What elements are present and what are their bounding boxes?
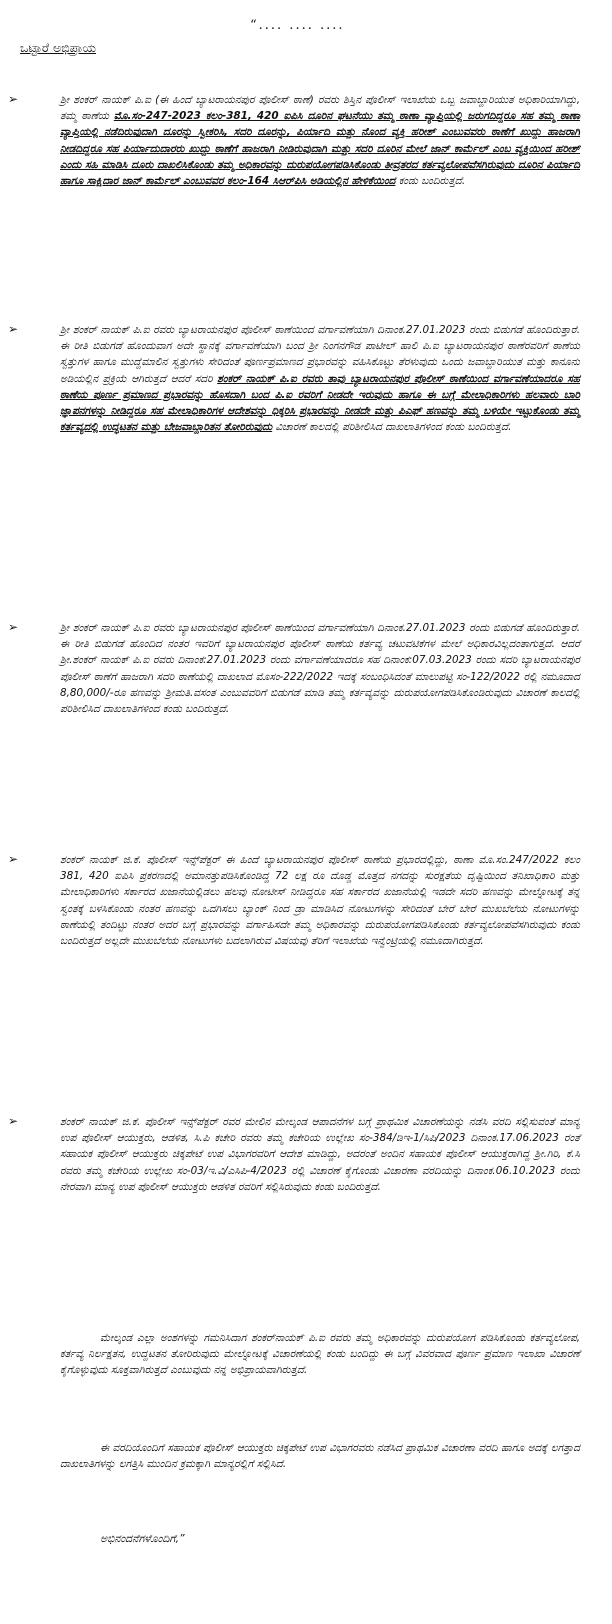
section-heading: ಒಟ್ಟಾರೆ ಅಭಿಪ್ರಾಯ <box>20 40 96 55</box>
bullet-arrow-icon: ➢ <box>8 852 19 866</box>
bullet-arrow-icon: ➢ <box>8 1114 19 1128</box>
paragraph-2-text-a: ಶ್ರೀ ಶಂಕರ್ ನಾಯಕ್ ಪಿ.ಐ ರವರು ಬ್ಯಾಟರಾಯನಪುರ ಪೊಲೀಸ್ ಠಾಣೆಯಿಂದ ವರ್ಗಾವಣೆಯಾಗಿ ದಿನಾಂಕ.27.01.2023 ರಂದು ಬಿಡುಗಡೆ ಹೊಂದಿರುತ್ತಾರೆ. ಈ ರೀತಿ ಬಿಡುಗಡೆ ಹೊಂದುವಾಗ ಅದೇ ಸ್ಥಾನಕ್ಕೆ ವರ್ಗಾವಣೆಯಾಗಿ ಬಂದ ಶ್ರೀ ನಿಂಗನಗೌಡ ಪಾಟೀಲ್ ಹಾಲಿ ಪಿ.ಐ ಬ್ಯಾಟರಾಯನಪುರ ಠಾಣೆರವರಿಗೆ ಠಾಣೆಯ ಸ್ವತ್ತುಗಳ ಹಾಗೂ ಮುದ್ದೆಮಾಲಿನ ಸ್ವತ್ತುಗಳು ಸೇರಿದಂತೆ ಪೂರ್ಣಪ್ರಮಾಣದ ಪ್ರಭಾರವನ್ನು ವಹಿಸಿಕೊಟ್ಟು ತೆರಳುವುದು ಒಂದು ಜವಾಬ್ದಾರಿಯುತ ಮತ್ತು ಕಾನೂನು ಅಡಿಯಲ್ಲಿನ ಪ್ರಕ್ರಿಯೆ ಆಗಿರುತ್ತದೆ ಆದರೆ ಸದರಿ <box>60 324 580 385</box>
paragraph-2 <box>60 322 580 435</box>
bullet-arrow-icon: ➢ <box>8 92 19 106</box>
paragraph-1-bold: ಮೊ.ಸಂ-247-2023 ಕಲಂ-381, 420 ಐಪಿಸಿ ದೂರಿನ ಘಟನೆಯು ತಮ್ಮ ಠಾಣಾ ವ್ಯಾಪ್ತಿಯಲ್ಲಿ ಜರುಗದಿದ್ದರೂ ಸಹ ತಮ್ಮ ಠಾಣಾ ವ್ಯಾಪ್ತಿಯಲ್ಲಿ ನಡೆದಿರುವುದಾಗಿ ದೂರನ್ನು ಸ್ವೀಕರಿಸಿ, ಸದರಿ ದೂರನ್ನು, ಪಿರ್ಯಾದಿ ಮತ್ತು ನೊಂದ ವ್ಯಕ್ತಿ ಹರೀಶ್ ಎಂಬುವವರು ಠಾಣೆಗೆ ಖುದ್ದು ಹಾಜರಾಗಿ ನೀಡದಿದ್ದರೂ ಸಹ ಪಿರ್ಯಾದುದಾರರು ಖುದ್ದು ಠಾಣೆಗೆ ಹಾಜರಾಗಿ ನೀಡಿರುವುದಾಗಿ ಮತ್ತು ಸದರಿ ದೂರಿನ ಮೇಲೆ ಜಾನ್ ಕಾರ್ಮೆಲ್ ಎಂಬ ವ್ಯಕ್ತಿಯಿಂದ ಹರೀಶ್ ಎಂದು ಸಹಿ ಮಾಡಿಸಿ ದೂರು ದಾಖಲಿಸಿಕೊಂಡು ತಮ್ಮ ಅಧಿಕಾರವನ್ನು ದುರುಪಯೋಗಪಡಿಸಿಕೊಂಡು ತೀವ್ರತರದ ಕರ್ತವ್ಯಲೋಪವೆಸಗಿರುವುದು ದೂರಿನ ಪಿರ್ಯಾದಿ ಹಾಗೂ ಸಾಕ್ಷಿದಾರ ಜಾನ್ ಕಾರ್ಮೆಲ್ ಎಂಬುವವರ ಕಲಂ-164 ಸಿಆರ್‌ಪಿಸಿ ಅಡಿಯಲ್ಲಿನ ಹೇಳಿಕೆಯಿಂದ <box>60 110 580 188</box>
paragraph-1-text-b: ಕಂಡು ಬಂದಿರುತ್ತದೆ. <box>395 175 466 188</box>
paragraph-1-text-a: ಶ್ರೀ ಶಂಕರ್ ನಾಯಕ್ ಪಿ.ಐ (ಈ ಹಿಂದೆ ಬ್ಯಾಟರಾಯನಪುರ ಪೊಲೀಸ್ ಠಾಣೆ) ರವರು ಶಿಸ್ತಿನ ಪೊಲೀಸ್ ಇಲಾಖೆಯ ಒಬ್ಬ ಜವಾಬ್ದಾರಿಯುತ ಅಧಿಕಾರಿಯಾಗಿದ್ದು, ತಮ್ಮ ಠಾಣೆಯ <box>60 94 580 123</box>
bullet-arrow-icon: ➢ <box>8 620 19 634</box>
paragraph-3 <box>60 620 580 717</box>
paragraph-4 <box>60 852 580 949</box>
paragraph-3-text: ಶ್ರೀ ಶಂಕರ್ ನಾಯಕ್ ಪಿ.ಐ ರವರು ಬ್ಯಾಟರಾಯನಪುರ ಪೊಲೀಸ್ ಠಾಣೆಯಿಂದ ವರ್ಗಾವಣೆಯಾಗಿ ದಿನಾಂಕ.27.01.2023 ರಂದು ಬಿಡುಗಡೆ ಹೊಂದಿರುತ್ತಾರೆ. ಈ ರೀತಿ ಬಿಡುಗಡೆ ಹೊಂದಿದ ನಂತರ ಇವರಿಗೆ ಬ್ಯಾಟರಾಯನಪುರ ಪೊಲೀಸ್ ಠಾಣೆಯ ಕರ್ತವ್ಯ ಚಟುವಟಿಕೆಗಳ ಮೇಲೆ ಅಧಿಕಾರವಿಲ್ಲದಂತಾಗುತ್ತದೆ. ಆದರೆ ಶ್ರೀ.ಶಂಕರ್ ನಾಯಕ್ ಪಿ.ಐ ರವರು ದಿನಾಂಕ:27.01.2023 ರಂದು ವರ್ಗಾವಣೆಯಾದರೂ ಸಹ ದಿನಾಂಕ:07.03.2023 ರಂದು ಸದರಿ ಬ್ಯಾಟರಾಯನಪುರ ಪೊಲೀಸ್ ಠಾಣೆಗೆ ಹಾಜರಾಗಿ ಸದರಿ ಠಾಣೆಯಲ್ಲಿ ದಾಖಲಾದ ಮೊಸಂ-222/2022 ಇದಕ್ಕೆ ಸಂಬಂಧಿಸಿದಂತೆ ಮಾಲುಪಟ್ಟಿ ಸಂ-122/2022 ರಲ್ಲಿ ನಮೂದಾದ 8,80,000/-ರೂ ಹಣವನ್ನು ಶ್ರೀಮತಿ.ವಸಂತ ಎಂಬುವವರಿಗೆ ಬಿಡುಗಡೆ ಮಾಡಿ ತಮ್ಮ ಕರ್ತವ್ಯವನ್ನು ದುರುಪಯೋಗಪಡಿಸಿಕೊಂಡಿರುವುದು ವಿಚಾರಣೆ ಕಾಲದಲ್ಲಿ ಪರಿಶೀಲಿಸಿದ ದಾಖಲಾತಿಗಳಿಂದ ಕಂಡು ಬಂದಿರುತ್ತದೆ. <box>60 622 580 716</box>
conclusion-paragraph: ಮೇಲ್ಕಂಡ ಎಲ್ಲಾ ಅಂಶಗಳನ್ನು ಗಮನಿಸಿದಾಗ ಶಂಕರ್‌ನಾಯಕ್ ಪಿ.ಐ ರವರು ತಮ್ಮ ಅಧಿಕಾರವನ್ನು ದುರುಪಯೋಗ ಪಡಿಸಿಕೊಂಡು ಕರ್ತವ್ಯಲೋಪ, ಕರ್ತವ್ಯ ನಿರ್ಲಕ್ಷತನ, ಉದ್ದಟತನ ತೋರಿರುವುದು ಮೇಲ್ನೋಟಕ್ಕೆ ವಿಚಾರಣೆಯಲ್ಲಿ ಕಂಡು ಬಂದಿದ್ದು ಈ ಬಗ್ಗೆ ವಿವರವಾದ ಪೂರ್ಣ ಪ್ರಮಾಣ ಇಲಾಖಾ ವಿಚಾರಣೆ ಕೈಗೊಳ್ಳುವುದು ಸೂಕ್ತವಾಗಿರುತ್ತದೆ ಎಂಬುವುದು ನನ್ನ ಅಭಿಪ್ರಾಯವಾಗಿರುತ್ತದೆ. <box>60 1332 580 1377</box>
bullet-arrow-icon: ➢ <box>8 322 19 336</box>
enclosure-paragraph: ಈ ವರದಿಯೊಂದಿಗೆ ಸಹಾಯಕ ಪೊಲೀಸ್ ಆಯುಕ್ತರು ಚಿಕ್ಕಪೇಟೆ ಉಪ ವಿಭಾಗರವರು ನಡೆಸಿದ ಪ್ರಾಥಮಿಕ ವಿಚಾರಣಾ ವರದಿ ಹಾಗೂ ಅದಕ್ಕೆ ಲಗತ್ತಾದ ದಾಖಲಾತಿಗಳನ್ನು ಲಗತ್ತಿಸಿ ಮುಂದಿನ ಕ್ರಮಕ್ಕಾಗಿ ಮಾನ್ಯರಲ್ಲಿಗೆ ಸಲ್ಲಿಸಿದೆ. <box>60 1442 580 1471</box>
opening-quote: “.... .... .... <box>250 18 345 33</box>
paragraph-1 <box>60 92 580 189</box>
paragraph-2-bold: ಶಂಕರ್ ನಾಯಕ್ ಪಿ.ಐ ರವರು ತಾವು ಬ್ಯಾಟರಾಯನಪುರ ಪೊಲೀಸ್ ಠಾಣೆಯಿಂದ ವರ್ಗಾವಣೆಯಾದರೂ ಸಹ ಠಾಣೆಯ ಪೂರ್ಣ ಪ್ರಮಾಣದ ಪ್ರಭಾರವನ್ನು ಹೊಸದಾಗಿ ಬಂದ ಪಿ.ಐ ರವರಿಗೆ ನೀಡದೇ ಇರುವುದು ಹಾಗೂ ಈ ಬಗ್ಗೆ ಮೇಲಾಧಿಕಾರಿಗಳು ಹಲವಾರು ಬಾರಿ ಜ್ಞಾಪನಗಳನ್ನು ನೀಡಿದ್ದರೂ ಸಹ ಮೇಲಾಧಿಕಾರಿಗಳ ಆದೇಶವನ್ನು ಧಿಕ್ಕರಿಸಿ ಪ್ರಭಾರವನ್ನು ನೀಡದೇ ಮತ್ತು ಪಿಎಫ್ ಹಣವನ್ನು ತಮ್ಮ ಬಳಿಯೇ ಇಟ್ಟುಕೊಂಡು ತಮ್ಮ ಕರ್ತವ್ಯದಲ್ಲಿ ಉದ್ಧಟತನ ಮತ್ತು ಬೇಜವಾಬ್ದಾರಿತನ ತೋರಿರುವುದು <box>60 372 580 434</box>
paragraph-5 <box>60 1114 580 1195</box>
paragraph-5-text: ಶಂಕರ್ ನಾಯಕ್ ಜಿ.ಕೆ. ಪೊಲೀಸ್ ಇನ್ಸ್‌ಪೆಕ್ಟರ್ ರವರ ಮೇಲಿನ ಮೇಲ್ಕಂಡ ಆಪಾದನೆಗಳ ಬಗ್ಗೆ ಪ್ರಾಥಮಿಕ ವಿಚಾರಣೆಯನ್ನು ನಡೆಸಿ ವರದಿ ಸಲ್ಲಿಸುವಂತೆ ಮಾನ್ಯ ಉಪ ಪೊಲೀಸ್ ಆಯುಕ್ತರು, ಆಡಳಿತ, ಸಿ.ಪಿ ಕಚೇರಿ ರವರು ತಮ್ಮ ಕಚೇರಿಯ ಉಲ್ಲೇಖ ಸಂ-384/ಡಿಇ-1/ಸಿಪಿ/2023 ದಿನಾಂಕ.17.06.2023 ರಂತೆ ಸಹಾಯಕ ಪೊಲೀಸ್ ಆಯುಕ್ತರು ಚಿಕ್ಕಪೇಟೆ ಉಪ ವಿಭಾಗರವರಿಗೆ ಆದೇಶ ಮಾಡಿದ್ದು, ಅದರಂತೆ ಅಂದಿನ ಸಹಾಯಕ ಪೊಲೀಸ್ ಆಯುಕ್ತರಾಗಿದ್ದ ಶ್ರೀ.ಗಿರಿ, ಕೆ.ಸಿ ರವರು ತಮ್ಮ ಕಚೇರಿಯ ಉಲ್ಲೇಖ ಸಂ-03/ಇ.ವಿ/ಎಸಿಪಿ-4/2023 ರಲ್ಲಿ ವಿಚಾರಣೆ ಕೈಗೊಂಡು ವಿಚಾರಣಾ ವರದಿಯನ್ನು ದಿನಾಂಕ.06.10.2023 ರಂದು ನೇರವಾಗಿ ಮಾನ್ಯ ಉಪ ಪೊಲೀಸ್ ಆಯುಕ್ತರು ಆಡಳಿತ ರವರಿಗೆ ಸಲ್ಲಿಸಿರುವುದು ಕಂಡು ಬಂದಿರುತ್ತದೆ. <box>60 1116 580 1193</box>
paragraph-4-text: ಶಂಕರ್ ನಾಯಕ್ ಜಿ.ಕೆ. ಪೊಲೀಸ್ ಇನ್ಸ್‌ಪೆಕ್ಟರ್ ಈ ಹಿಂದೆ ಬ್ಯಾಟರಾಯನಪುರ ಪೊಲೀಸ್ ಠಾಣೆಯ ಪ್ರಭಾರದಲ್ಲಿದ್ದು, ಠಾಣಾ ಮೊ.ಸಂ.247/2022 ಕಲಂ 381, 420 ಐಪಿಸಿ ಪ್ರಕರಣದಲ್ಲಿ ಅಮಾನತ್ತುಪಡಿಸಿಕೊಂಡಿದ್ದ 72 ಲಕ್ಷ ರೂ ದೊಡ್ಡ ಮೊತ್ತದ ನಗದನ್ನು ಸುರಕ್ಷತೆಯ ದೃಷ್ಟಿಯಿಂದ ತನಿಖಾಧಿಕಾರಿ ಮತ್ತು ಮೇಲಾಧಿಕಾರಿಗಳು ಸರ್ಕಾರದ ಖಜಾನೆಯಲ್ಲಿಡಲು ಹಲವು ನೋಟೀಸ್ ನೀಡಿದ್ದರೂ ಸಹ ಸರ್ಕಾರದ ಖಜಾನೆಯಲ್ಲಿ ಇಡದೇ ಸದರಿ ಹಣವನ್ನು ಮೇಲ್ನೋಟಕ್ಕೆ ತನ್ನ ಸ್ವಂತಕ್ಕೆ ಬಳಸಿಕೊಂಡು ನಂತರ ಹಣವನ್ನು ಒದಗಿಸಲು ಬ್ಯಾಂಕ್ ನಿಂದ ಡ್ರಾ ಮಾಡಿಸಿದ ನೋಟುಗಳನ್ನು ಸೇರಿದಂತೆ ಬೇರೆ ಬೇರೆ ಮುಖಬೆಲೆಯ ನೋಟುಗಳನ್ನು ಠಾಣೆಯಲ್ಲಿ ತಂದಿಟ್ಟು ನಂತರ ಅದರ ಬಗ್ಗೆ ಪ್ರಭಾರವನ್ನು ವರ್ಗಾಹಿಸದೇ ತಮ್ಮ ಅಧಿಕಾರವನ್ನು ದುರುಪಯೋಗಪಡಿಸಿಕೊಂಡು ಕರ್ತವ್ಯಲೋಪವೆಸಗಿರುವುದು ಕಂಡು ಬಂದಿರುತ್ತದೆ ಅಲ್ಲದೇ ಮುಖಬೆಲೆಯ ನೋಟುಗಳು ಬದಲಾಗಿರುವ ವಿಷಯವು ತೆರಿಗೆ ಇಲಾಖೆಯ ಇನ್ವೆಂಟ್ರಿಯಲ್ಲಿ ನಮೂದಾಗಿರುತ್ತದೆ. <box>60 854 580 948</box>
closing-line: ಅಭಿನಂದನೆಗಳೊಂದಿಗೆ,” <box>100 1532 185 1545</box>
paragraph-2-text-b: ವಿಚಾರಣೆ ಕಾಲದಲ್ಲಿ ಪರಿಶೀಲಿಸಿದ ದಾಖಲಾತಿಗಳಿಂದ ಕಂಡು ಬಂದಿರುತ್ತದೆ. <box>272 421 512 434</box>
